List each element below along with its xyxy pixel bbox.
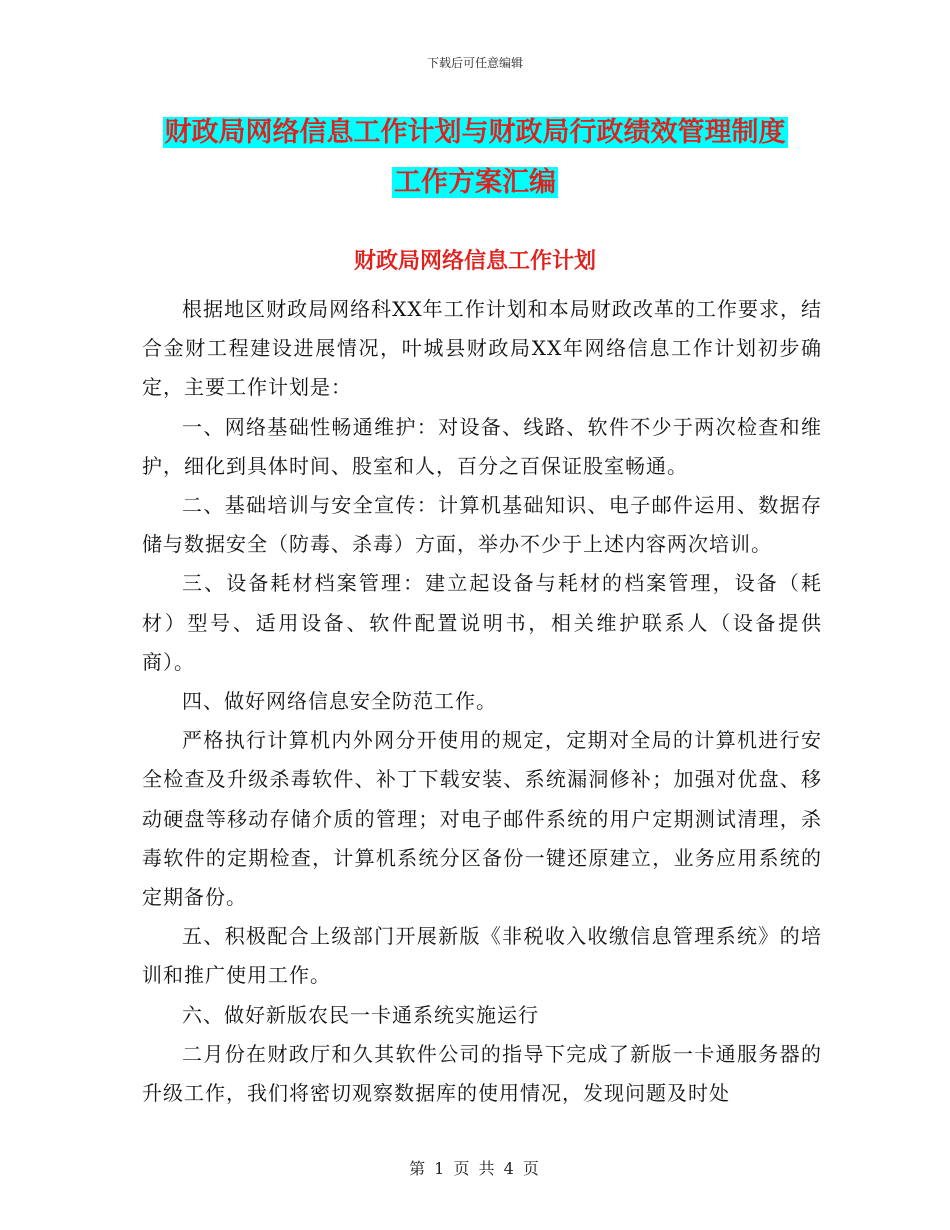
document-title xyxy=(0,108,950,208)
paragraph: 二、基础培训与安全宣传：计算机基础知识、电子邮件运用、数据存储与数据安全（防毒、杀毒）方面，举办不少于上述内容两次培训。 xyxy=(142,493,822,557)
title-line-2: 工作方案汇编 xyxy=(394,167,556,198)
page-footer: 第 1 页 共 4 页 xyxy=(409,1159,541,1178)
header-note: 下载后可任意编辑 xyxy=(426,56,523,70)
title-line-1: 财政局网络信息工作计划与财政局行政绩效管理制度 xyxy=(164,117,786,148)
paragraph: 一、网络基础性畅通维护：对设备、线路、软件不少于两次检查和维护，细化到具体时间、股室和人，百分之百保证股室畅通。 xyxy=(142,414,822,478)
body-text xyxy=(142,290,822,1113)
paragraph: 三、设备耗材档案管理：建立起设备与耗材的档案管理，设备（耗材）型号、适用设备、软件配置说明书，相关维护联系人（设备提供商）。 xyxy=(142,571,822,674)
section-title: 财政局网络信息工作计划 xyxy=(353,249,596,274)
paragraph: 五、积极配合上级部门开展新版《非税收入收缴信息管理系统》的培训和推广使用工作。 xyxy=(142,924,822,988)
paragraph: 六、做好新版农民一卡通系统实施运行 xyxy=(182,1002,539,1027)
paragraph: 四、做好网络信息安全防范工作。 xyxy=(182,689,497,714)
paragraph: 严格执行计算机内外网分开使用的规定，定期对全局的计算机进行安全检查及升级杀毒软件、补丁下载安装、系统漏洞修补；加强对优盘、移动硬盘等移动存储介质的管理；对电子邮件系统的用户定期测试清理，杀毒软件的定期检查，计算机系统分区备份一键还原建立，业务应用系统的定期备份。 xyxy=(142,728,822,910)
paragraph: 根据地区财政局网络科XX年工作计划和本局财政改革的工作要求，结合金财工程建设进展情况，叶城县财政局XX年网络信息工作计划初步确定，主要工作计划是： xyxy=(142,297,822,400)
paragraph: 二月份在财政厅和久其软件公司的指导下完成了新版一卡通服务器的升级工作，我们将密切观察数据库的使用情况，发现问题及时处 xyxy=(142,1041,822,1106)
